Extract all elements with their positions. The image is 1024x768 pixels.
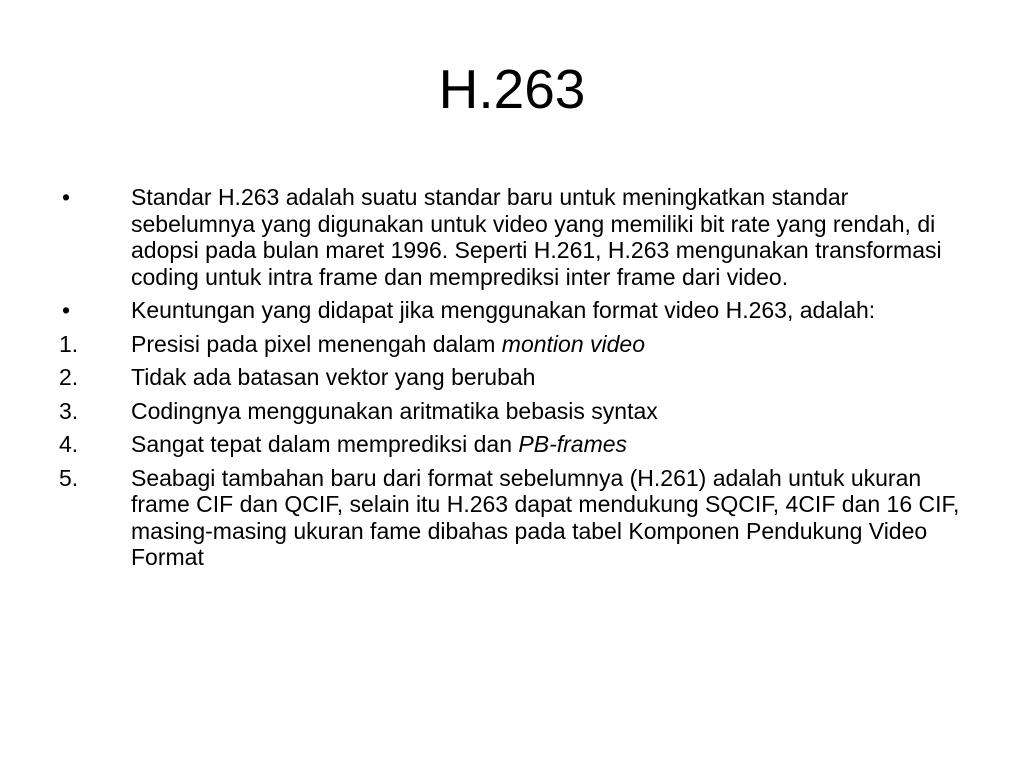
bullet-marker: • bbox=[62, 184, 71, 210]
bullet-item-keuntungan bbox=[59, 297, 964, 324]
numbered-item-2 bbox=[59, 364, 964, 391]
number-marker: 2. bbox=[59, 364, 79, 390]
bullet-marker: • bbox=[62, 297, 71, 323]
number-marker: 1. bbox=[59, 330, 79, 357]
numbered-text bbox=[131, 331, 964, 358]
numbered-text-emphasis: PB-frames bbox=[518, 431, 628, 457]
numbered-text bbox=[131, 431, 964, 458]
numbered-text-emphasis: montion video bbox=[501, 330, 645, 357]
slide-title: H.263 bbox=[438, 58, 586, 120]
bullet-text: Keuntungan yang didapat jika menggunakan format video H.263, adalah: bbox=[131, 297, 876, 323]
numbered-item-3 bbox=[59, 398, 964, 425]
numbered-text: Tidak ada batasan vektor yang berubah bbox=[131, 364, 536, 390]
numbered-text: Codingnya menggunakan aritmatika bebasis syntax bbox=[131, 397, 658, 424]
numbered-text-plain: Sangat tepat dalam memprediksi dan bbox=[131, 431, 519, 457]
numbered-item-1 bbox=[59, 331, 964, 358]
numbered-text-plain: Presisi pada pixel menengah dalam bbox=[131, 330, 502, 357]
bullet-item-standar bbox=[59, 184, 964, 290]
numbered-text: Seabagi tambahan baru dari format sebelumnya (H.261) adalah untuk ukuran frame CIF dan QCIF, selain itu H.263 dapat mendukung SQCIF, 4CIF dan 16 CIF, masing-masing ukuran fame dibahas pada tabel Komponen Pendukung Video Format bbox=[131, 464, 960, 570]
numbered-item-5 bbox=[59, 465, 964, 571]
number-marker: 4. bbox=[59, 431, 79, 457]
slide-body bbox=[59, 184, 964, 578]
numbered-item-4 bbox=[59, 431, 964, 458]
bullet-text: Standar H.263 adalah suatu standar baru untuk meningkatkan standar sebelumnya yang digunakan untuk video yang memiliki bit rate yang rendah, di adopsi pada bulan maret 1996. Seperti H.261, H.263 mengunakan transformasi coding untuk intra frame dan memprediksi inter frame dari video. bbox=[131, 184, 942, 290]
number-marker: 3. bbox=[59, 397, 79, 424]
number-marker: 5. bbox=[59, 464, 79, 491]
